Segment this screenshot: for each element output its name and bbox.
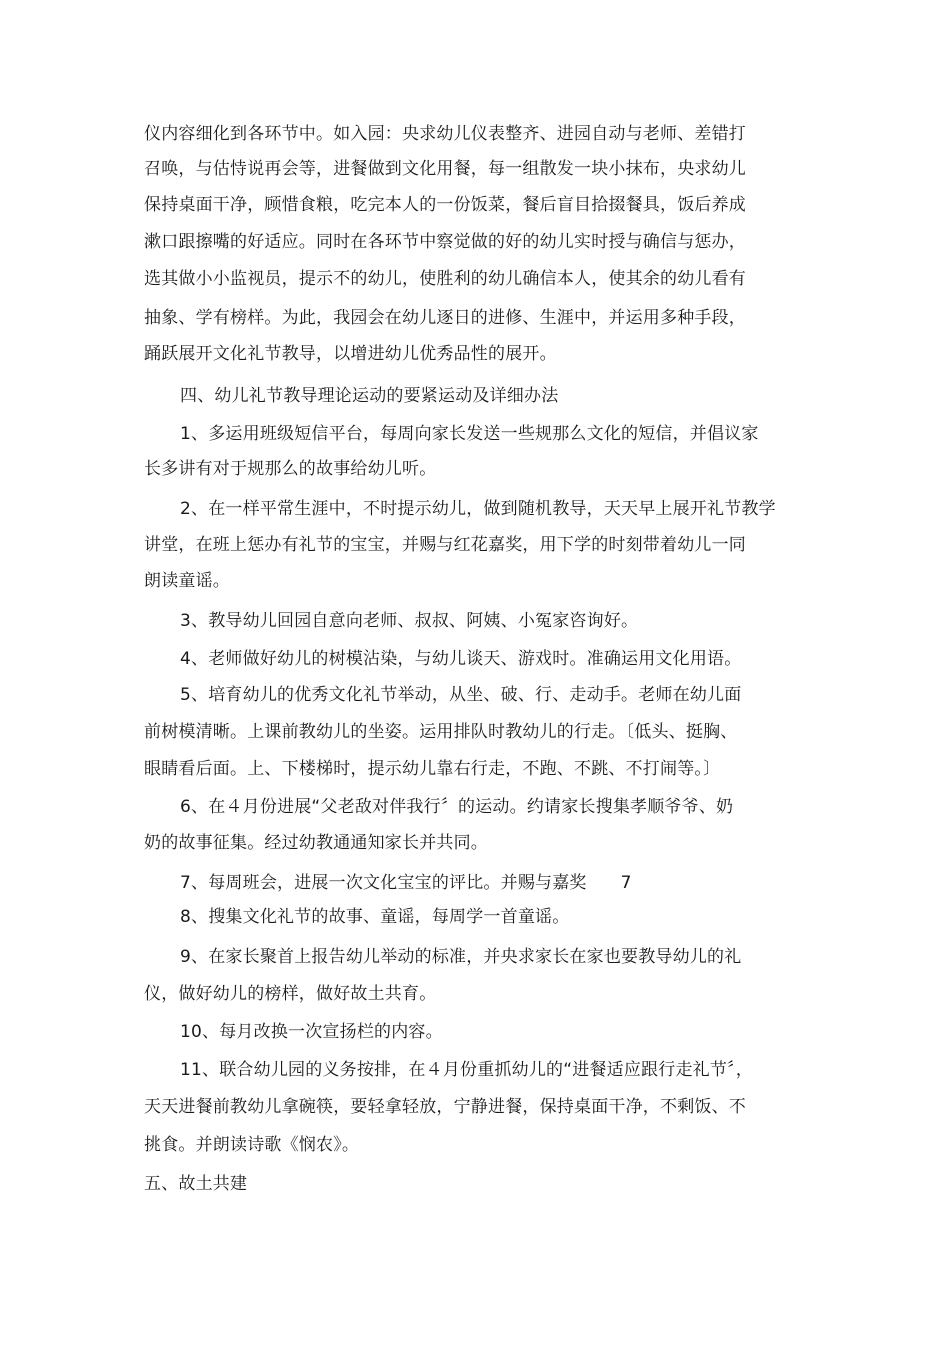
item-1-line-2: 长多讲有对于规那么的故事给幼儿听。	[144, 459, 437, 479]
item-6-line-2: 奶的故事征集。经过幼教通通知家长并共同。	[144, 833, 488, 853]
item-11-line-1: 11、联合幼儿园的义务按排，在４月份重抓幼儿的“进餐适应跟行走礼节〞，	[180, 1060, 753, 1080]
body-line-3: 保持桌面干净，顾惜食粮，吃完本人的一份饭菜，餐后盲目拾掇餐具，饭后养成	[144, 195, 746, 215]
item-7-text: 7、每周班会，进展一次文化宝宝的评比。并赐与嘉奖	[180, 873, 587, 893]
item-4-line-1: 4、老师做好幼儿的树模沾染，与幼儿谈天、游戏时。准确运用文化用语。	[180, 649, 742, 669]
item-5-line-2: 前树模清晰。上课前教幼儿的坐姿。运用排队时教幼儿的行走。〔低头、挺胸、	[144, 722, 738, 742]
item-5-line-1: 5、培育幼儿的优秀文化礼节举动，从坐、破、行、走动手。老师在幼儿面	[180, 685, 742, 705]
item-11-line-3: 挑食。并朗读诗歌《悯农》。	[144, 1135, 360, 1155]
item-9-line-1: 9、在家长聚首上报告幼儿举动的标准，并央求家长在家也要教导幼儿的礼	[180, 947, 742, 967]
item-6-line-1: 6、在４月份进展“父老敌对伴我行〞的运动。约请家长搜集孝顺爷爷、奶	[180, 797, 734, 817]
body-line-4: 漱口跟擦嘴的好适应。同时在各环节中察觉做的好的幼儿实时授与确信与惩办，	[144, 232, 746, 252]
item-11-line-2: 天天进餐前教幼儿拿碗筷，要轻拿轻放，宁静进餐，保持桌面干净，不剩饭、不	[144, 1097, 746, 1117]
item-9-line-2: 仪，做好幼儿的榜样，做好故土共育。	[144, 984, 437, 1004]
body-line-5: 选其做小小监视员，提示不的幼儿，使胜利的幼儿确信本人，使其余的幼儿看有	[144, 269, 746, 289]
page-number: 7	[620, 873, 632, 893]
item-2-line-1: 2、在一样平常生涯中，不时提示幼儿，做到随机教导，天天早上展开礼节教学	[180, 499, 776, 519]
section-heading-5: 五、故土共建	[144, 1174, 248, 1194]
section-heading-4: 四、幼儿礼节教导理论运动的要紧运动及详细办法	[180, 386, 559, 406]
item-7-line-1	[180, 872, 632, 894]
item-5-line-3: 眼睛看后面。上、下楼梯时，提示幼儿靠右行走，不跑、不跳、不打闹等。〕	[144, 759, 721, 779]
item-10-line-1: 10、每月改换一次宣扬栏的内容。	[180, 1022, 443, 1042]
item-2-line-3: 朗读童谣。	[144, 571, 230, 591]
item-2-line-2: 讲堂，在班上惩办有礼节的宝宝，并赐与红花嘉奖，用下学的时刻带着幼儿一同	[144, 535, 746, 555]
item-3-line-1: 3、教导幼儿回园自意向老师、叔叔、阿姨、小冤家咨询好。	[180, 611, 639, 631]
body-line-7: 踊跃展开文化礼节教导，以增进幼儿优秀品性的展开。	[144, 344, 557, 364]
body-line-6: 抽象、学有榜样。为此，我园会在幼儿逐日的进修、生涯中，并运用多种手段，	[144, 308, 746, 328]
body-line-2: 召唤，与估恃说再会等，进餐做到文化用餐，每一组散发一块小抹布，央求幼儿	[144, 159, 746, 179]
body-line-1: 仪内容细化到各环节中。如入园：央求幼儿仪表整齐、进园自动与老师、差错打	[144, 124, 746, 144]
item-1-line-1: 1、多运用班级短信平台，每周向家长发送一些规那么文化的短信，并倡议家	[180, 424, 759, 444]
item-8-line-1: 8、搜集文化礼节的故事、童谣，每周学一首童谣。	[180, 907, 570, 927]
